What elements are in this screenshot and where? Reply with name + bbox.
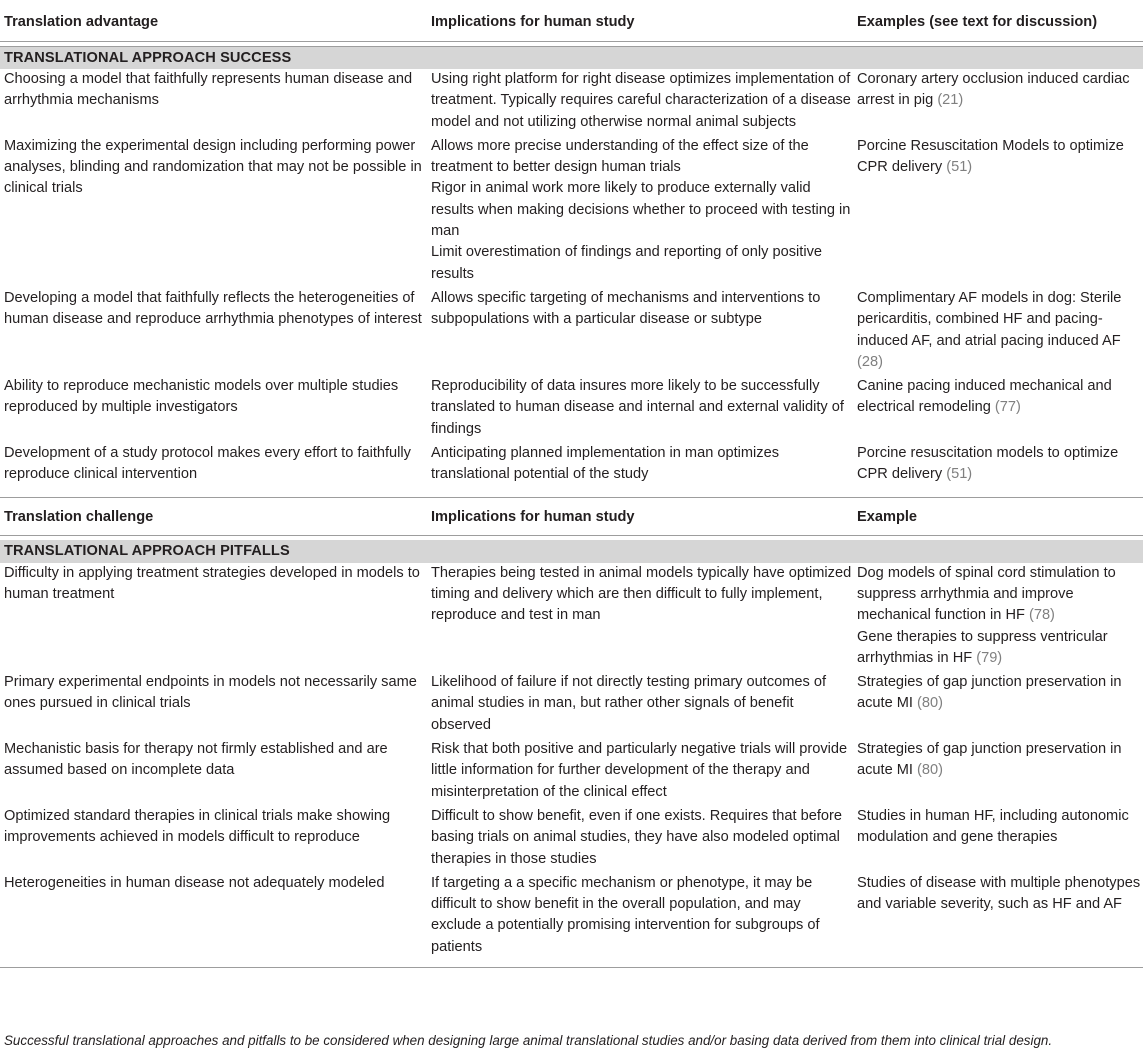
cell-example xyxy=(853,136,1143,288)
cell-implications xyxy=(427,443,853,497)
cell-implications xyxy=(427,563,853,672)
example-text: Gene therapies to suppress ventricular arrhythmias in HF xyxy=(857,628,1108,666)
cell-condition: Primary experimental endpoints in models not necessarily same ones pursued in clinical trials xyxy=(4,674,417,712)
cell-implications xyxy=(427,69,853,136)
table-row xyxy=(0,806,1143,873)
column-header: Translation advantage xyxy=(0,3,427,41)
implication-line: Reproducibility of data insures more likely to be successfully translated to human disease and internal and external validity of findings xyxy=(431,378,844,437)
citation-ref: (51) xyxy=(946,466,973,483)
example-line xyxy=(857,376,1143,419)
table-caption: Successful translational approaches and pitfalls to be considered when designing large animal translational studies and/or basing data derived from them into clinical trial design. xyxy=(4,1033,1053,1048)
column-header: Translation challenge xyxy=(0,497,427,535)
section-heading-label: TRANSLATIONAL APPROACH SUCCESS xyxy=(0,46,1143,69)
cell-condition: Difficulty in applying treatment strategies developed in models to human treatment xyxy=(4,564,420,602)
cell-condition: Maximizing the experimental design including performing power analyses, blinding and randomization that may not be possible in clinical trials xyxy=(4,137,422,197)
example-text: Porcine Resuscitation Models to optimize CPR delivery xyxy=(857,137,1124,176)
table-row xyxy=(0,563,1143,672)
table-header-challenge xyxy=(0,497,1143,535)
cell-implications xyxy=(427,739,853,806)
cell-implications xyxy=(427,873,853,968)
cell-implications xyxy=(427,136,853,288)
implication-line: Allows more precise understanding of the effect size of the treatment to better design human trials xyxy=(431,137,809,176)
example-text: Dog models of spinal cord stimulation to suppress arrhythmia and improve mechanical function in HF xyxy=(857,564,1116,624)
table-row xyxy=(0,672,1143,739)
table-row xyxy=(0,136,1143,288)
table-row xyxy=(0,69,1143,136)
cell-condition: Heterogeneities in human disease not adequately modeled xyxy=(0,873,427,968)
example-line xyxy=(857,873,1143,916)
cell-example xyxy=(853,563,1143,672)
column-header: Implications for human study xyxy=(427,3,853,41)
cell-implications xyxy=(427,672,853,739)
cell-example xyxy=(853,443,1143,497)
example-text: Strategies of gap junction preservation in acute MI xyxy=(857,741,1122,779)
cell-example xyxy=(853,376,1143,443)
citation-ref: (77) xyxy=(994,399,1021,416)
example-line xyxy=(857,443,1143,486)
pitfalls-section-body xyxy=(0,563,1143,968)
citation-ref: (80) xyxy=(917,762,943,779)
table-header-advantage xyxy=(0,3,1143,41)
implication-line: Limit overestimation of findings and reporting of only positive results xyxy=(431,244,822,282)
section-heading-success xyxy=(0,46,1143,69)
column-header: Examples (see text for discussion) xyxy=(853,3,1143,41)
implication-line: Anticipating planned implementation in man optimizes translational potential of the study xyxy=(431,445,780,483)
table-row xyxy=(0,739,1143,806)
challenge-header-body xyxy=(0,497,1143,563)
citation-ref: (28) xyxy=(857,353,883,370)
citation-ref: (78) xyxy=(1028,607,1055,624)
cell-example xyxy=(853,672,1143,739)
example-text: Canine pacing induced mechanical and electrical remodeling xyxy=(857,378,1112,416)
table-row xyxy=(0,873,1143,968)
example-line xyxy=(857,627,1143,670)
column-header: Example xyxy=(853,497,1143,535)
example-text: Porcine resuscitation models to optimize CPR delivery xyxy=(857,445,1119,483)
table-row xyxy=(0,376,1143,443)
cell-condition: Ability to reproduce mechanistic models over multiple studies reproduced by multiple investigators xyxy=(4,378,399,416)
example-line xyxy=(857,69,1143,112)
column-header: Implications for human study xyxy=(427,497,853,535)
cell-condition: Optimized standard therapies in clinical trials make showing improvements achieved in models difficult to reproduce xyxy=(4,807,391,846)
table-row xyxy=(0,443,1143,497)
cell-example xyxy=(853,806,1143,873)
citation-ref: (79) xyxy=(976,649,1003,666)
cell-example xyxy=(853,69,1143,136)
cell-example xyxy=(853,873,1143,968)
cell-implications xyxy=(427,806,853,873)
example-line xyxy=(857,672,1143,715)
cell-condition: Mechanistic basis for therapy not firmly established and are assumed based on incomplete data xyxy=(4,741,388,779)
cell-condition: Developing a model that faithfully reflects the heterogeneities of human disease and reproduce arrhythmia phenotypes of interest xyxy=(4,289,422,328)
example-line xyxy=(857,563,1143,627)
cell-condition: Choosing a model that faithfully represents human disease and arrhythmia mechanisms xyxy=(4,71,413,109)
implication-line: Risk that both positive and particularly negative trials will provide little information for further development of the therapy and misinterpretation of the clinical effect xyxy=(431,741,848,800)
implication-line: Rigor in animal work more likely to produce externally valid results when making decisions whether to proceed with testing in man xyxy=(431,180,851,240)
implication-line: Using right platform for right disease optimizes implementation of treatment. Typically requires careful characterization of a disease model and not utilizing otherwise normal animal subjects xyxy=(431,71,851,130)
example-line xyxy=(857,136,1143,179)
example-text: Studies of disease with multiple phenotypes and variable severity, such as HF and AF xyxy=(857,874,1141,913)
section-heading-pitfalls xyxy=(0,540,1143,563)
implication-line: If targeting a a specific mechanism or phenotype, it may be difficult to show benefit in the overall population, and may exclude a potentially promising intervention for subgroups of patients xyxy=(431,874,820,955)
translation-table xyxy=(0,3,1143,968)
section-heading-label: TRANSLATIONAL APPROACH PITFALLS xyxy=(0,540,1143,563)
implication-line: Allows specific targeting of mechanisms and interventions to subpopulations with a particular disease or subtype xyxy=(431,289,821,328)
cell-condition: Development of a study protocol makes every effort to faithfully reproduce clinical intervention xyxy=(4,445,411,483)
example-line xyxy=(857,806,1143,849)
implication-line: Likelihood of failure if not directly testing primary outcomes of animal studies in man, but rather other signals of benefit observed xyxy=(431,674,827,733)
cell-example xyxy=(853,288,1143,376)
citation-ref: (80) xyxy=(917,695,943,712)
table-row xyxy=(0,288,1143,376)
success-section-body xyxy=(0,41,1143,497)
example-line xyxy=(857,739,1143,782)
example-text: Coronary artery occlusion induced cardiac arrest in pig xyxy=(857,71,1130,109)
example-line xyxy=(857,288,1143,373)
citation-ref: (21) xyxy=(937,92,964,109)
cell-implications xyxy=(427,376,853,443)
implication-line: Difficult to show benefit, even if one exists. Requires that before basing trials on animal studies, they have also modeled optimal therapies in those studies xyxy=(431,807,843,867)
cell-example xyxy=(853,739,1143,806)
citation-ref: (51) xyxy=(946,159,973,176)
example-text: Strategies of gap junction preservation in acute MI xyxy=(857,674,1122,712)
implication-line: Therapies being tested in animal models typically have optimized timing and delivery which are then difficult to fully implement, reproduce and test in man xyxy=(431,564,852,624)
example-text: Studies in human HF, including autonomic modulation and gene therapies xyxy=(857,807,1129,846)
example-text: Complimentary AF models in dog: Sterile pericarditis, combined HF and pacing-induced AF, and atrial pacing induced AF xyxy=(857,289,1122,349)
cell-implications xyxy=(427,288,853,376)
